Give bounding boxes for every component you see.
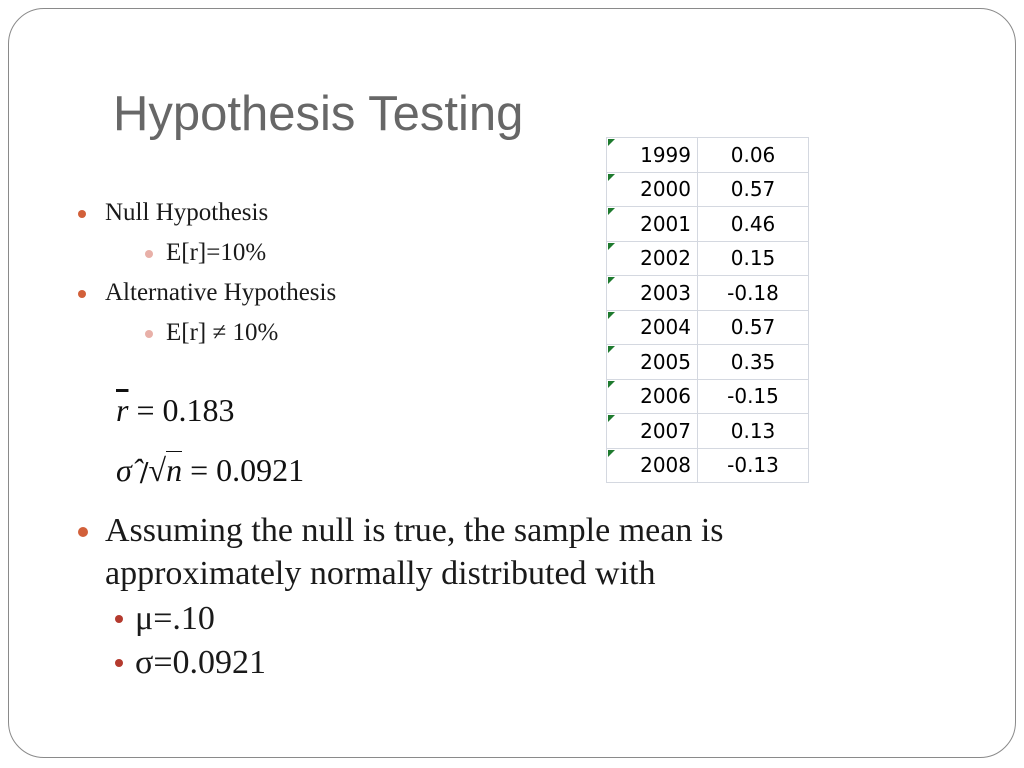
sqrt-symbol: √ xyxy=(148,452,167,488)
year-text: 2007 xyxy=(640,418,691,443)
error-indicator-icon xyxy=(608,415,615,422)
table-row xyxy=(607,310,809,345)
error-indicator-icon xyxy=(608,139,615,146)
slide-title: Hypothesis Testing xyxy=(113,87,524,141)
return-cell[interactable]: 0.06 xyxy=(698,138,809,173)
error-indicator-icon xyxy=(608,277,615,284)
sub-bullet-dot xyxy=(115,615,123,623)
sub-bullet-dot xyxy=(115,659,123,667)
bullet-dot xyxy=(78,290,86,298)
table-row xyxy=(607,241,809,276)
year-cell[interactable] xyxy=(607,379,698,414)
table-row xyxy=(607,138,809,173)
year-text: 2008 xyxy=(640,453,691,478)
table-row xyxy=(607,448,809,483)
year-text: 2005 xyxy=(640,349,691,374)
sigma-value: σ=0.0921 xyxy=(135,644,267,681)
return-cell[interactable]: -0.15 xyxy=(698,379,809,414)
sigma-hat-symbol: σ̂ xyxy=(116,452,132,488)
sub-bullet-dot xyxy=(145,250,153,258)
error-indicator-icon xyxy=(608,450,615,457)
table-row xyxy=(607,379,809,414)
year-text: 2000 xyxy=(640,177,691,202)
year-text: 2003 xyxy=(640,280,691,305)
error-indicator-icon xyxy=(608,208,615,215)
year-text: 2001 xyxy=(640,211,691,236)
n-symbol: n xyxy=(166,452,183,488)
table-row xyxy=(607,207,809,242)
sample-mean-formula xyxy=(116,392,235,429)
rbar-symbol: $\overline{r}$ xyxy=(116,392,129,428)
return-cell[interactable]: -0.13 xyxy=(698,448,809,483)
slash-symbol: / xyxy=(139,458,149,488)
return-cell[interactable]: 0.57 xyxy=(698,172,809,207)
year-cell[interactable] xyxy=(607,172,698,207)
sample-mean-value: = 0.183 xyxy=(136,392,235,428)
sub-bullet-dot xyxy=(145,330,153,338)
return-cell[interactable]: 0.35 xyxy=(698,345,809,380)
error-indicator-icon xyxy=(608,174,615,181)
year-cell[interactable] xyxy=(607,448,698,483)
bullet-dot xyxy=(78,527,88,537)
year-cell[interactable] xyxy=(607,241,698,276)
alternative-hypothesis-label: Alternative Hypothesis xyxy=(105,279,337,306)
table-row xyxy=(607,414,809,449)
return-cell[interactable]: 0.13 xyxy=(698,414,809,449)
return-cell[interactable]: 0.46 xyxy=(698,207,809,242)
return-cell[interactable]: 0.15 xyxy=(698,241,809,276)
table-row xyxy=(607,345,809,380)
error-indicator-icon xyxy=(608,346,615,353)
standard-error-value: = 0.0921 xyxy=(190,452,305,488)
year-text: 2004 xyxy=(640,315,691,340)
null-hypothesis-value: E[r]=10% xyxy=(166,239,267,266)
standard-error-formula xyxy=(116,452,304,489)
year-cell[interactable] xyxy=(607,310,698,345)
year-cell[interactable] xyxy=(607,414,698,449)
table-row xyxy=(607,276,809,311)
bullet-dot xyxy=(78,210,86,218)
error-indicator-icon xyxy=(608,243,615,250)
assumption-line-2: approximately normally distributed with xyxy=(105,555,656,592)
year-text: 1999 xyxy=(640,142,691,167)
year-text: 2006 xyxy=(640,384,691,409)
year-cell[interactable] xyxy=(607,276,698,311)
alternative-hypothesis-value: E[r] ≠ 10% xyxy=(166,319,279,346)
year-cell[interactable] xyxy=(607,138,698,173)
error-indicator-icon xyxy=(608,381,615,388)
assumption-line-1: Assuming the null is true, the sample mean is xyxy=(105,512,724,549)
mu-value: μ=.10 xyxy=(135,600,215,637)
year-cell[interactable] xyxy=(607,345,698,380)
return-cell[interactable]: -0.18 xyxy=(698,276,809,311)
error-indicator-icon xyxy=(608,312,615,319)
year-text: 2002 xyxy=(640,246,691,271)
table-row xyxy=(607,172,809,207)
year-cell[interactable] xyxy=(607,207,698,242)
null-hypothesis-label: Null Hypothesis xyxy=(105,199,269,226)
returns-table xyxy=(606,137,809,483)
return-cell[interactable]: 0.57 xyxy=(698,310,809,345)
